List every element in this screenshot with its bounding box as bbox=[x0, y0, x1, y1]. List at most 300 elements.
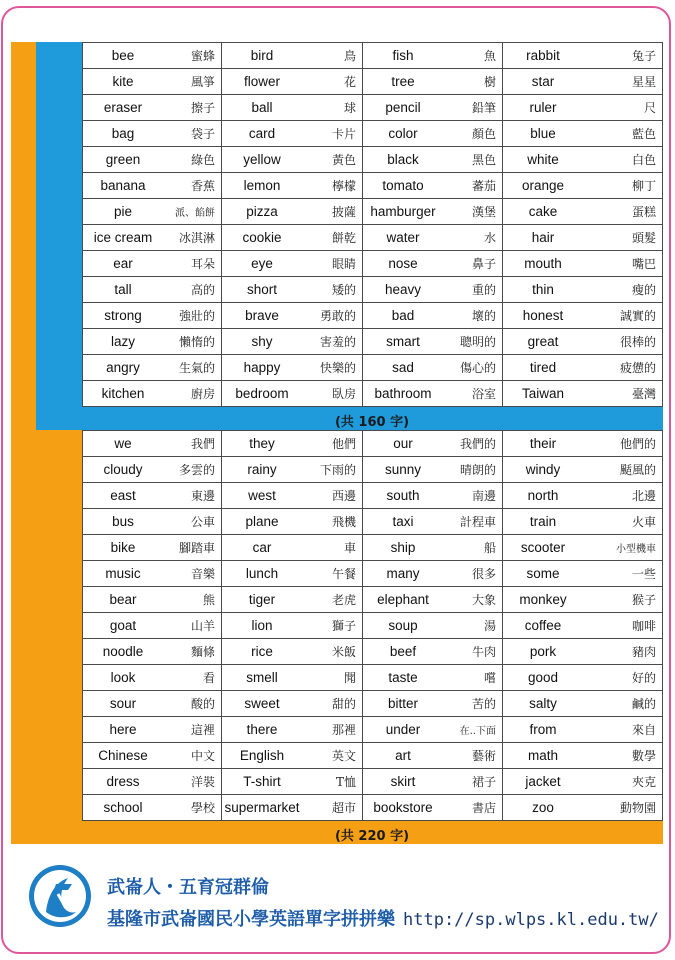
chinese-meaning: 東邊 bbox=[190, 489, 215, 503]
english-word: bus bbox=[112, 514, 134, 529]
chinese-meaning: 獅子 bbox=[331, 619, 356, 633]
chinese-meaning: 聰明的 bbox=[459, 335, 496, 349]
word-cell bbox=[503, 43, 663, 69]
chinese-meaning: 浴室 bbox=[471, 387, 496, 401]
word-cell bbox=[83, 251, 222, 277]
english-word: T-shirt bbox=[243, 774, 281, 789]
word-row bbox=[83, 277, 663, 303]
english-word: bookstore bbox=[373, 800, 433, 815]
english-word: rainy bbox=[247, 462, 277, 477]
english-word: flower bbox=[243, 74, 280, 89]
word-cell bbox=[83, 613, 222, 639]
chinese-meaning: 我們的 bbox=[459, 437, 496, 451]
chinese-meaning: 裙子 bbox=[471, 775, 496, 789]
english-word: lazy bbox=[110, 334, 135, 349]
word-cell bbox=[222, 795, 363, 821]
chinese-meaning: 矮的 bbox=[331, 283, 356, 297]
chinese-meaning: 下雨的 bbox=[319, 463, 356, 477]
english-word: nose bbox=[388, 256, 418, 271]
english-word: some bbox=[526, 566, 560, 581]
word-cell bbox=[363, 173, 503, 199]
chinese-meaning: 小型機車 bbox=[616, 544, 656, 555]
chinese-meaning: 猴子 bbox=[631, 593, 656, 607]
chinese-meaning: 颳風的 bbox=[619, 463, 656, 477]
word-cell bbox=[222, 561, 363, 587]
english-word: smell bbox=[246, 670, 278, 685]
chinese-meaning: 檸檬 bbox=[331, 179, 356, 193]
word-cell bbox=[222, 639, 363, 665]
english-word: monkey bbox=[519, 592, 567, 607]
english-word: bedroom bbox=[235, 386, 289, 401]
chinese-meaning: 書店 bbox=[471, 801, 496, 815]
english-word: Taiwan bbox=[521, 386, 565, 401]
word-row bbox=[83, 743, 663, 769]
word-cell bbox=[363, 509, 503, 535]
word-cell bbox=[503, 561, 663, 587]
word-cell bbox=[363, 535, 503, 561]
english-word: supermarket bbox=[224, 800, 300, 815]
chinese-meaning: 豬肉 bbox=[631, 645, 656, 659]
chinese-meaning: 西邊 bbox=[331, 489, 356, 503]
english-word: bitter bbox=[387, 696, 418, 711]
english-word: car bbox=[252, 540, 272, 555]
english-word: fish bbox=[392, 48, 414, 63]
chinese-meaning: 腳踏車 bbox=[178, 541, 215, 555]
chinese-meaning: 樹 bbox=[483, 75, 496, 89]
english-word: tall bbox=[114, 282, 132, 297]
english-word: west bbox=[248, 488, 276, 503]
chinese-meaning: 晴朗的 bbox=[459, 463, 496, 477]
word-cell bbox=[363, 147, 503, 173]
chinese-meaning: 很多 bbox=[471, 567, 496, 581]
chinese-meaning: 午餐 bbox=[331, 567, 356, 581]
english-word: star bbox=[531, 74, 555, 89]
word-cell bbox=[83, 665, 222, 691]
english-word: orange bbox=[521, 178, 565, 193]
word-cell bbox=[83, 329, 222, 355]
chinese-meaning: 柳丁 bbox=[631, 179, 656, 193]
chinese-meaning: 球 bbox=[343, 101, 356, 115]
word-cell bbox=[222, 381, 363, 407]
word-cell bbox=[363, 561, 503, 587]
word-cell bbox=[503, 303, 663, 329]
chinese-meaning: 藝術 bbox=[471, 749, 496, 763]
english-word: Chinese bbox=[98, 748, 148, 763]
word-cell bbox=[222, 329, 363, 355]
english-word: south bbox=[386, 488, 420, 503]
word-row bbox=[83, 457, 663, 483]
english-word: beef bbox=[389, 644, 417, 659]
english-word: cloudy bbox=[103, 462, 143, 477]
word-cell bbox=[83, 795, 222, 821]
word-cell bbox=[363, 251, 503, 277]
wulun-school-logo-icon bbox=[28, 864, 92, 928]
chinese-meaning: 英文 bbox=[331, 749, 356, 763]
chinese-meaning: 洋裝 bbox=[190, 775, 215, 789]
chinese-meaning: 懶惰的 bbox=[178, 335, 215, 349]
chinese-meaning: 星星 bbox=[631, 75, 656, 89]
word-cell bbox=[222, 225, 363, 251]
chinese-meaning: 高的 bbox=[190, 283, 215, 297]
word-cell bbox=[363, 225, 503, 251]
english-word: sad bbox=[392, 360, 414, 375]
word-row bbox=[83, 95, 663, 121]
chinese-meaning: 甜的 bbox=[331, 697, 356, 711]
word-cell bbox=[222, 199, 363, 225]
english-word: bathroom bbox=[374, 386, 432, 401]
chinese-meaning: 火車 bbox=[631, 515, 656, 529]
english-word: ball bbox=[251, 100, 273, 115]
chinese-meaning: 動物園 bbox=[619, 801, 656, 815]
word-row bbox=[83, 509, 663, 535]
english-word: great bbox=[527, 334, 559, 349]
chinese-meaning: 頭髮 bbox=[631, 231, 656, 245]
word-cell bbox=[503, 173, 663, 199]
chinese-meaning: 漢堡 bbox=[471, 205, 496, 219]
word-cell bbox=[83, 199, 222, 225]
chinese-meaning: 飛機 bbox=[331, 515, 356, 529]
word-cell bbox=[363, 95, 503, 121]
word-row bbox=[83, 251, 663, 277]
english-word: sunny bbox=[384, 462, 422, 477]
english-word: east bbox=[110, 488, 136, 503]
chinese-meaning: 冰淇淋 bbox=[178, 231, 215, 245]
english-word: bag bbox=[111, 126, 135, 141]
chinese-meaning: 派、餡餅 bbox=[175, 208, 215, 219]
word-row bbox=[83, 121, 663, 147]
chinese-meaning: 藍色 bbox=[631, 127, 656, 141]
english-word: tree bbox=[391, 74, 415, 89]
english-word: tomato bbox=[382, 178, 424, 193]
chinese-meaning: 看 bbox=[202, 671, 215, 685]
english-word: taste bbox=[388, 670, 418, 685]
word-cell bbox=[83, 303, 222, 329]
english-word: ruler bbox=[529, 100, 557, 115]
word-cell bbox=[503, 121, 663, 147]
word-cell bbox=[363, 277, 503, 303]
footer-url-link[interactable]: http://sp.wlps.kl.edu.tw/ bbox=[403, 910, 659, 930]
chinese-meaning: 計程車 bbox=[459, 515, 496, 529]
english-word: green bbox=[105, 152, 141, 167]
word-cell bbox=[503, 665, 663, 691]
word-cell bbox=[363, 381, 503, 407]
english-word: we bbox=[114, 436, 132, 451]
english-word: goat bbox=[109, 618, 137, 633]
chinese-meaning: 顏色 bbox=[471, 127, 496, 141]
english-word: eye bbox=[251, 256, 273, 271]
chinese-meaning: 蕃茄 bbox=[471, 179, 496, 193]
word-cell bbox=[222, 355, 363, 381]
chinese-meaning: 我們 bbox=[190, 437, 215, 451]
english-word: short bbox=[246, 282, 277, 297]
word-cell bbox=[83, 587, 222, 613]
word-cell bbox=[363, 355, 503, 381]
word-cell bbox=[503, 381, 663, 407]
english-word: many bbox=[386, 566, 420, 581]
word-cell bbox=[363, 431, 503, 457]
word-row bbox=[83, 795, 663, 821]
english-word: bear bbox=[109, 592, 137, 607]
word-cell bbox=[222, 303, 363, 329]
word-row bbox=[83, 639, 663, 665]
english-word: art bbox=[395, 748, 411, 763]
word-cell bbox=[503, 69, 663, 95]
english-word: bird bbox=[250, 48, 274, 63]
chinese-meaning: 風箏 bbox=[190, 75, 215, 89]
chinese-meaning: 夾克 bbox=[631, 775, 656, 789]
word-cell bbox=[222, 457, 363, 483]
word-cell bbox=[222, 769, 363, 795]
chinese-meaning: 嚐 bbox=[483, 671, 496, 685]
english-word: lion bbox=[251, 618, 273, 633]
word-cell bbox=[503, 769, 663, 795]
english-word: jacket bbox=[525, 774, 561, 789]
section-1-total: (共 160 字) bbox=[334, 415, 410, 430]
word-cell bbox=[83, 277, 222, 303]
english-word: brave bbox=[245, 308, 279, 323]
english-word: black bbox=[387, 152, 419, 167]
chinese-meaning: 咖啡 bbox=[631, 619, 656, 633]
english-word: yellow bbox=[243, 152, 281, 167]
word-cell bbox=[83, 43, 222, 69]
chinese-meaning: 他們 bbox=[331, 437, 356, 451]
word-cell bbox=[83, 431, 222, 457]
english-word: salty bbox=[529, 696, 557, 711]
chinese-meaning: 餅乾 bbox=[331, 231, 356, 245]
word-row bbox=[83, 199, 663, 225]
chinese-meaning: 熊 bbox=[202, 593, 215, 607]
chinese-meaning: 耳朵 bbox=[190, 257, 215, 271]
word-cell bbox=[222, 717, 363, 743]
word-cell bbox=[503, 277, 663, 303]
word-cell bbox=[363, 43, 503, 69]
word-cell bbox=[222, 43, 363, 69]
chinese-meaning: 鼻子 bbox=[471, 257, 496, 271]
word-cell bbox=[503, 95, 663, 121]
chinese-meaning: 很棒的 bbox=[619, 335, 656, 349]
word-cell bbox=[503, 717, 663, 743]
chinese-meaning: 米飯 bbox=[331, 645, 356, 659]
word-row bbox=[83, 717, 663, 743]
word-row bbox=[83, 381, 663, 407]
chinese-meaning: 黑色 bbox=[471, 153, 496, 167]
word-cell bbox=[83, 147, 222, 173]
footer-school-line bbox=[107, 905, 659, 931]
word-row bbox=[83, 769, 663, 795]
chinese-meaning: 害羞的 bbox=[319, 335, 356, 349]
english-word: white bbox=[527, 152, 559, 167]
chinese-meaning: 花 bbox=[343, 75, 356, 89]
chinese-meaning: 眼睛 bbox=[331, 257, 356, 271]
english-word: taxi bbox=[392, 514, 414, 529]
english-word: tired bbox=[529, 360, 557, 375]
chinese-meaning: 生氣的 bbox=[178, 361, 215, 375]
word-cell bbox=[222, 691, 363, 717]
word-cell bbox=[503, 329, 663, 355]
word-row bbox=[83, 225, 663, 251]
english-word: here bbox=[109, 722, 137, 737]
english-word: rabbit bbox=[526, 48, 560, 63]
word-cell bbox=[222, 147, 363, 173]
word-cell bbox=[83, 535, 222, 561]
chinese-meaning: 壞的 bbox=[471, 309, 496, 323]
word-table-2 bbox=[82, 430, 663, 821]
english-word: math bbox=[527, 748, 558, 763]
english-word: blue bbox=[530, 126, 556, 141]
word-cell bbox=[503, 457, 663, 483]
word-cell bbox=[83, 561, 222, 587]
word-row bbox=[83, 691, 663, 717]
chinese-meaning: 臺灣 bbox=[631, 387, 656, 401]
chinese-meaning: 中文 bbox=[190, 749, 215, 763]
chinese-meaning: 傷心的 bbox=[459, 361, 496, 375]
english-word: happy bbox=[243, 360, 281, 375]
word-cell bbox=[222, 277, 363, 303]
word-cell bbox=[222, 535, 363, 561]
word-row bbox=[83, 303, 663, 329]
chinese-meaning: 魚 bbox=[483, 49, 496, 63]
word-cell bbox=[363, 795, 503, 821]
english-word: dress bbox=[106, 774, 140, 789]
word-row bbox=[83, 355, 663, 381]
chinese-meaning: 湯 bbox=[483, 619, 496, 633]
word-cell bbox=[83, 355, 222, 381]
english-word: sour bbox=[109, 696, 137, 711]
chinese-meaning: 這裡 bbox=[190, 723, 215, 737]
english-word: cake bbox=[528, 204, 558, 219]
word-row bbox=[83, 587, 663, 613]
chinese-meaning: 勇敢的 bbox=[319, 309, 356, 323]
chinese-meaning: 兔子 bbox=[631, 49, 656, 63]
english-word: music bbox=[105, 566, 141, 581]
english-word: eraser bbox=[103, 100, 143, 115]
english-word: mouth bbox=[524, 256, 562, 271]
english-word: color bbox=[388, 126, 418, 141]
chinese-meaning: 音樂 bbox=[190, 567, 215, 581]
word-cell bbox=[83, 457, 222, 483]
chinese-meaning: 在..下面 bbox=[459, 726, 496, 737]
word-cell bbox=[83, 225, 222, 251]
word-cell bbox=[363, 329, 503, 355]
chinese-meaning: 麵條 bbox=[190, 645, 215, 659]
word-table-1 bbox=[82, 42, 663, 407]
english-word: hamburger bbox=[370, 204, 436, 219]
english-word: skirt bbox=[390, 774, 416, 789]
word-cell bbox=[222, 483, 363, 509]
english-word: pizza bbox=[246, 204, 278, 219]
chinese-meaning: 疲憊的 bbox=[619, 361, 656, 375]
word-cell bbox=[503, 483, 663, 509]
chinese-meaning: 香蕉 bbox=[190, 179, 215, 193]
word-cell bbox=[503, 691, 663, 717]
word-cell bbox=[363, 769, 503, 795]
word-cell bbox=[503, 743, 663, 769]
word-cell bbox=[222, 121, 363, 147]
english-word: ice cream bbox=[93, 230, 153, 245]
english-word: bee bbox=[111, 48, 135, 63]
word-cell bbox=[83, 743, 222, 769]
word-cell bbox=[83, 381, 222, 407]
chinese-meaning: 廚房 bbox=[190, 387, 215, 401]
english-word: shy bbox=[251, 334, 273, 349]
english-word: windy bbox=[525, 462, 561, 477]
english-word: bike bbox=[110, 540, 136, 555]
word-row bbox=[83, 483, 663, 509]
english-word: strong bbox=[104, 308, 142, 323]
chinese-meaning: 卡片 bbox=[331, 127, 356, 141]
english-word: card bbox=[248, 126, 276, 141]
word-cell bbox=[363, 121, 503, 147]
english-word: noodle bbox=[102, 644, 144, 659]
chinese-meaning: 船 bbox=[483, 541, 496, 555]
chinese-meaning: 來自 bbox=[631, 723, 656, 737]
chinese-meaning: 山羊 bbox=[190, 619, 215, 633]
english-word: elephant bbox=[377, 592, 429, 607]
english-word: sweet bbox=[244, 696, 280, 711]
english-word: lemon bbox=[243, 178, 281, 193]
english-word: zoo bbox=[532, 800, 554, 815]
word-cell bbox=[222, 251, 363, 277]
chinese-meaning: 嘴巴 bbox=[631, 257, 656, 271]
english-word: angry bbox=[106, 360, 140, 375]
word-cell bbox=[503, 251, 663, 277]
english-word: pie bbox=[113, 204, 132, 219]
word-row bbox=[83, 43, 663, 69]
english-word: their bbox=[529, 436, 557, 451]
chinese-meaning: 超市 bbox=[331, 801, 356, 815]
chinese-meaning: 酸的 bbox=[190, 697, 215, 711]
word-cell bbox=[83, 717, 222, 743]
english-word: coffee bbox=[524, 618, 562, 633]
word-cell bbox=[83, 509, 222, 535]
word-cell bbox=[503, 355, 663, 381]
chinese-meaning: 黃色 bbox=[331, 153, 356, 167]
chinese-meaning: T恤 bbox=[335, 775, 356, 789]
english-word: pencil bbox=[385, 100, 421, 115]
word-cell bbox=[503, 431, 663, 457]
chinese-meaning: 老虎 bbox=[331, 593, 356, 607]
chinese-meaning: 學校 bbox=[190, 801, 215, 815]
word-cell bbox=[363, 639, 503, 665]
english-word: tiger bbox=[248, 592, 276, 607]
english-word: bad bbox=[391, 308, 415, 323]
chinese-meaning: 白色 bbox=[631, 153, 656, 167]
english-word: scooter bbox=[520, 540, 566, 555]
word-cell bbox=[83, 173, 222, 199]
word-cell bbox=[222, 431, 363, 457]
chinese-meaning: 強壯的 bbox=[178, 309, 215, 323]
chinese-meaning: 多雲的 bbox=[178, 463, 215, 477]
word-cell bbox=[363, 303, 503, 329]
word-cell bbox=[363, 69, 503, 95]
word-cell bbox=[363, 613, 503, 639]
english-word: soup bbox=[388, 618, 418, 633]
english-word: from bbox=[529, 722, 557, 737]
word-cell bbox=[363, 691, 503, 717]
chinese-meaning: 聞 bbox=[343, 671, 356, 685]
word-cell bbox=[83, 69, 222, 95]
word-row bbox=[83, 613, 663, 639]
english-word: ship bbox=[390, 540, 416, 555]
word-cell bbox=[503, 535, 663, 561]
word-row bbox=[83, 69, 663, 95]
word-cell bbox=[363, 717, 503, 743]
footer-school-name: 基隆市武崙國民小學英語單字拼拼樂 bbox=[107, 909, 395, 930]
word-cell bbox=[83, 121, 222, 147]
word-row bbox=[83, 431, 663, 457]
english-word: banana bbox=[100, 178, 146, 193]
word-row bbox=[83, 147, 663, 173]
